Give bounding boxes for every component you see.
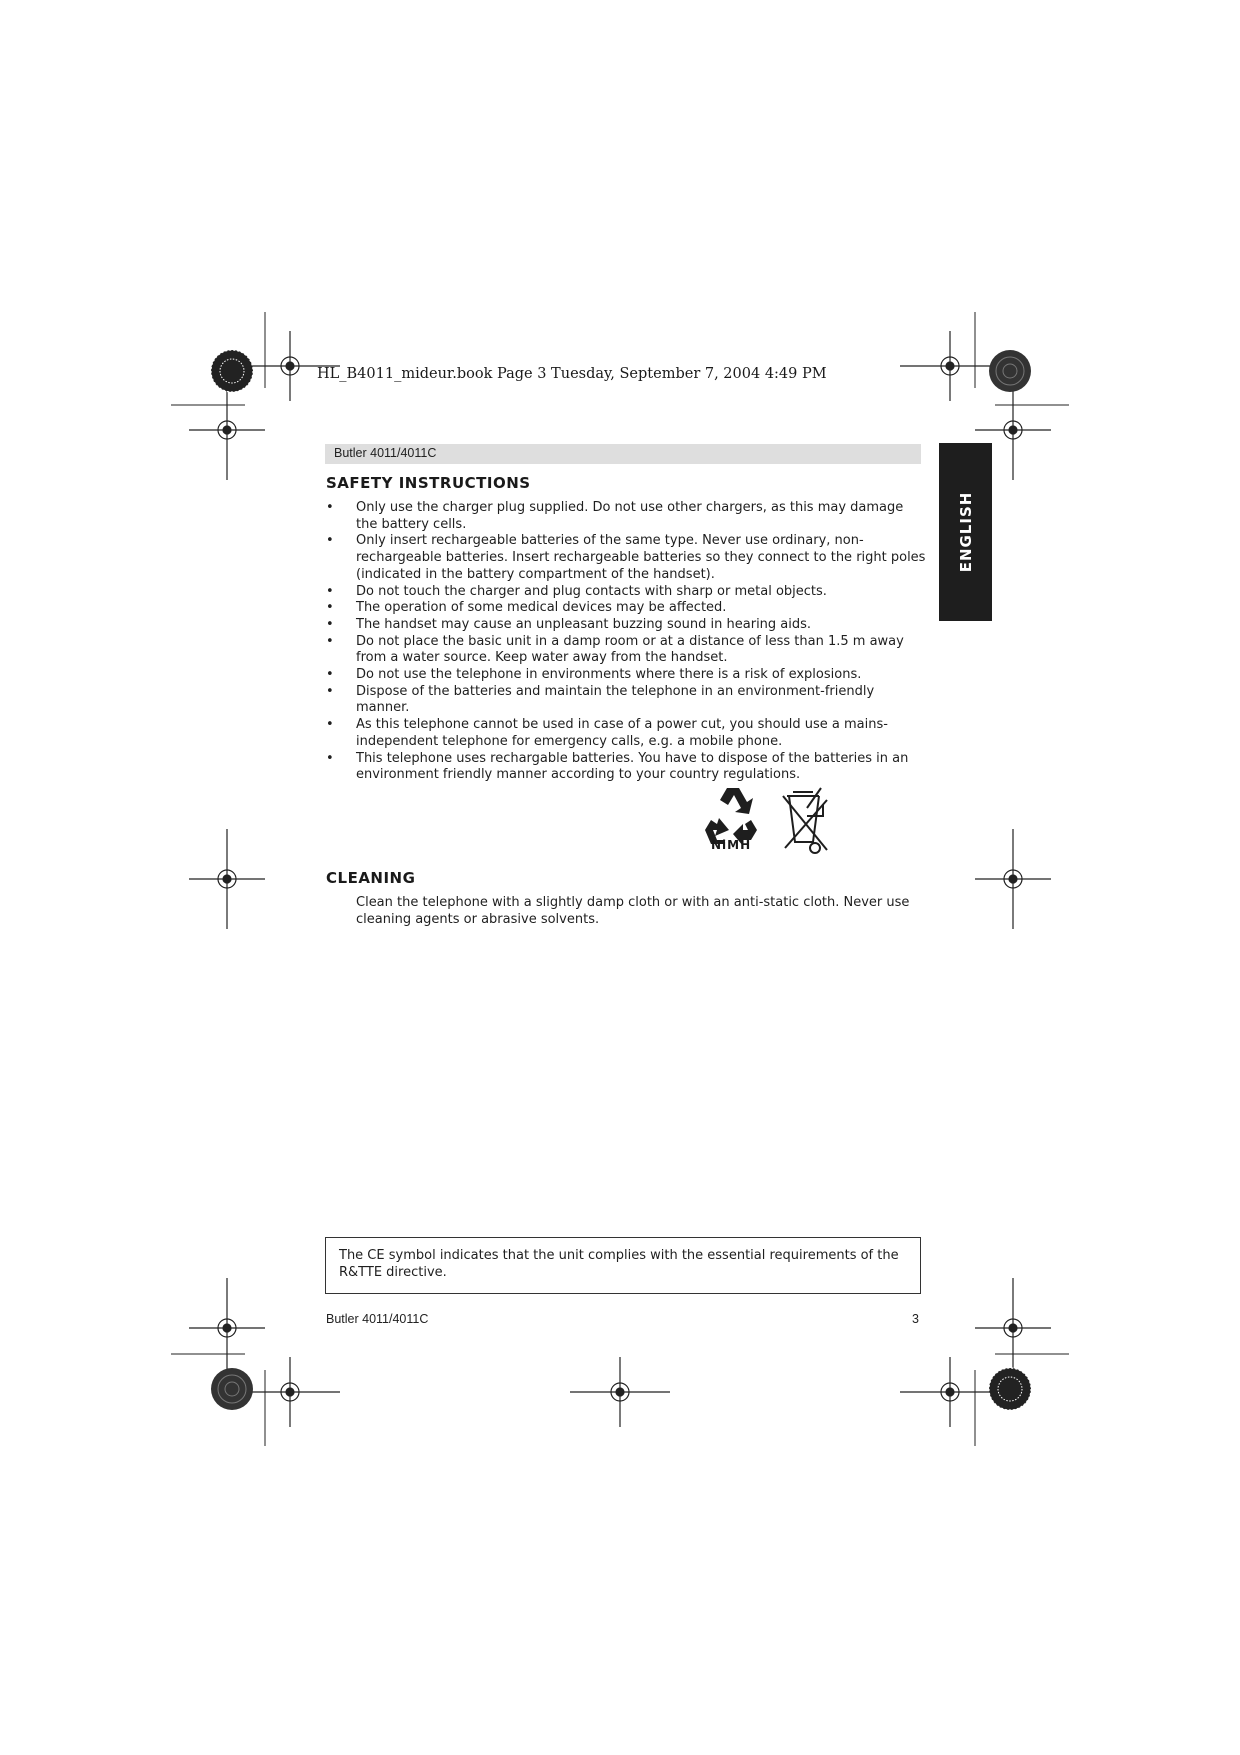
bullet-icon: • [326, 667, 334, 683]
list-item-text: Do not touch the charger and plug contacts with sharp or metal objects. [356, 583, 827, 599]
bullet-icon: • [326, 633, 334, 649]
ce-notice-box [325, 1237, 921, 1294]
bullet-icon: • [326, 616, 334, 632]
list-item-text: Do not use the telephone in environments where there is a risk of explosions. [356, 667, 862, 683]
list-item [326, 584, 926, 601]
header-model-label: Butler 4011/4011C [334, 446, 437, 460]
ce-notice-text: The CE symbol indicates that the unit complies with the essential requirements of the R&TTE directive. [339, 1248, 899, 1280]
bullet-icon: • [326, 583, 334, 599]
crossed-bin-icon [783, 788, 827, 853]
list-item-text: As this telephone cannot be used in case of a power cut, you should use a mains-independent telephone for emergency calls, e.g. a mobile phone. [356, 717, 888, 749]
bullet-icon: • [326, 683, 334, 699]
bullet-icon: • [326, 600, 334, 616]
bullet-icon: • [326, 500, 334, 515]
bullet-icon: • [326, 533, 334, 549]
list-item-text: Dispose of the batteries and maintain the telephone in an environment-friendly manner. [356, 683, 875, 716]
page-number: 3 [912, 1312, 919, 1326]
list-item [326, 634, 926, 667]
list-item [326, 684, 926, 717]
footer-model: Butler 4011/4011C [326, 1312, 429, 1326]
cleaning-text: Clean the telephone with a slightly damp cloth or with an anti-static cloth. Never use cleaning agents or abrasive solvents. [356, 895, 910, 927]
bullet-icon: • [326, 717, 334, 733]
list-item [326, 667, 926, 684]
list-item-text: This telephone uses rechargable batteries. You have to dispose of the batteries in an environment friendly manner according to your country regulations. [356, 750, 909, 783]
language-tab-label: ENGLISH [956, 491, 975, 573]
cleaning-title: CLEANING [326, 869, 416, 887]
list-item [326, 533, 926, 583]
list-item-text: The handset may cause an unpleasant buzzing sound in hearing aids. [356, 616, 812, 632]
list-item-text: Only use the charger plug supplied. Do not use other chargers, as this may damage the battery cells. [356, 500, 904, 532]
list-item-text: The operation of some medical devices may be affected. [356, 600, 727, 616]
bullet-icon: • [326, 750, 334, 766]
nimh-label: NiMH [711, 838, 752, 852]
list-item [326, 617, 926, 634]
language-tab [939, 443, 992, 621]
list-item-text: Only insert rechargeable batteries of the same type. Never use ordinary, non-rechargeable batteries. Insert rechargeable batteries so they connect to the right poles (indicated in the battery compartment of the handset). [356, 533, 926, 582]
list-item-text: Do not place the basic unit in a damp room or at a distance of less than 1.5 m away from a water source. Keep water away from the handset. [356, 633, 904, 666]
safety-list [326, 500, 926, 784]
list-item [326, 751, 926, 784]
list-item [326, 717, 926, 750]
list-item [326, 500, 926, 533]
header-band [325, 444, 921, 464]
list-item [326, 600, 926, 617]
safety-title: SAFETY INSTRUCTIONS [326, 474, 531, 492]
print-slug: HL_B4011_mideur.book Page 3 Tuesday, September 7, 2004 4:49 PM [317, 366, 827, 382]
